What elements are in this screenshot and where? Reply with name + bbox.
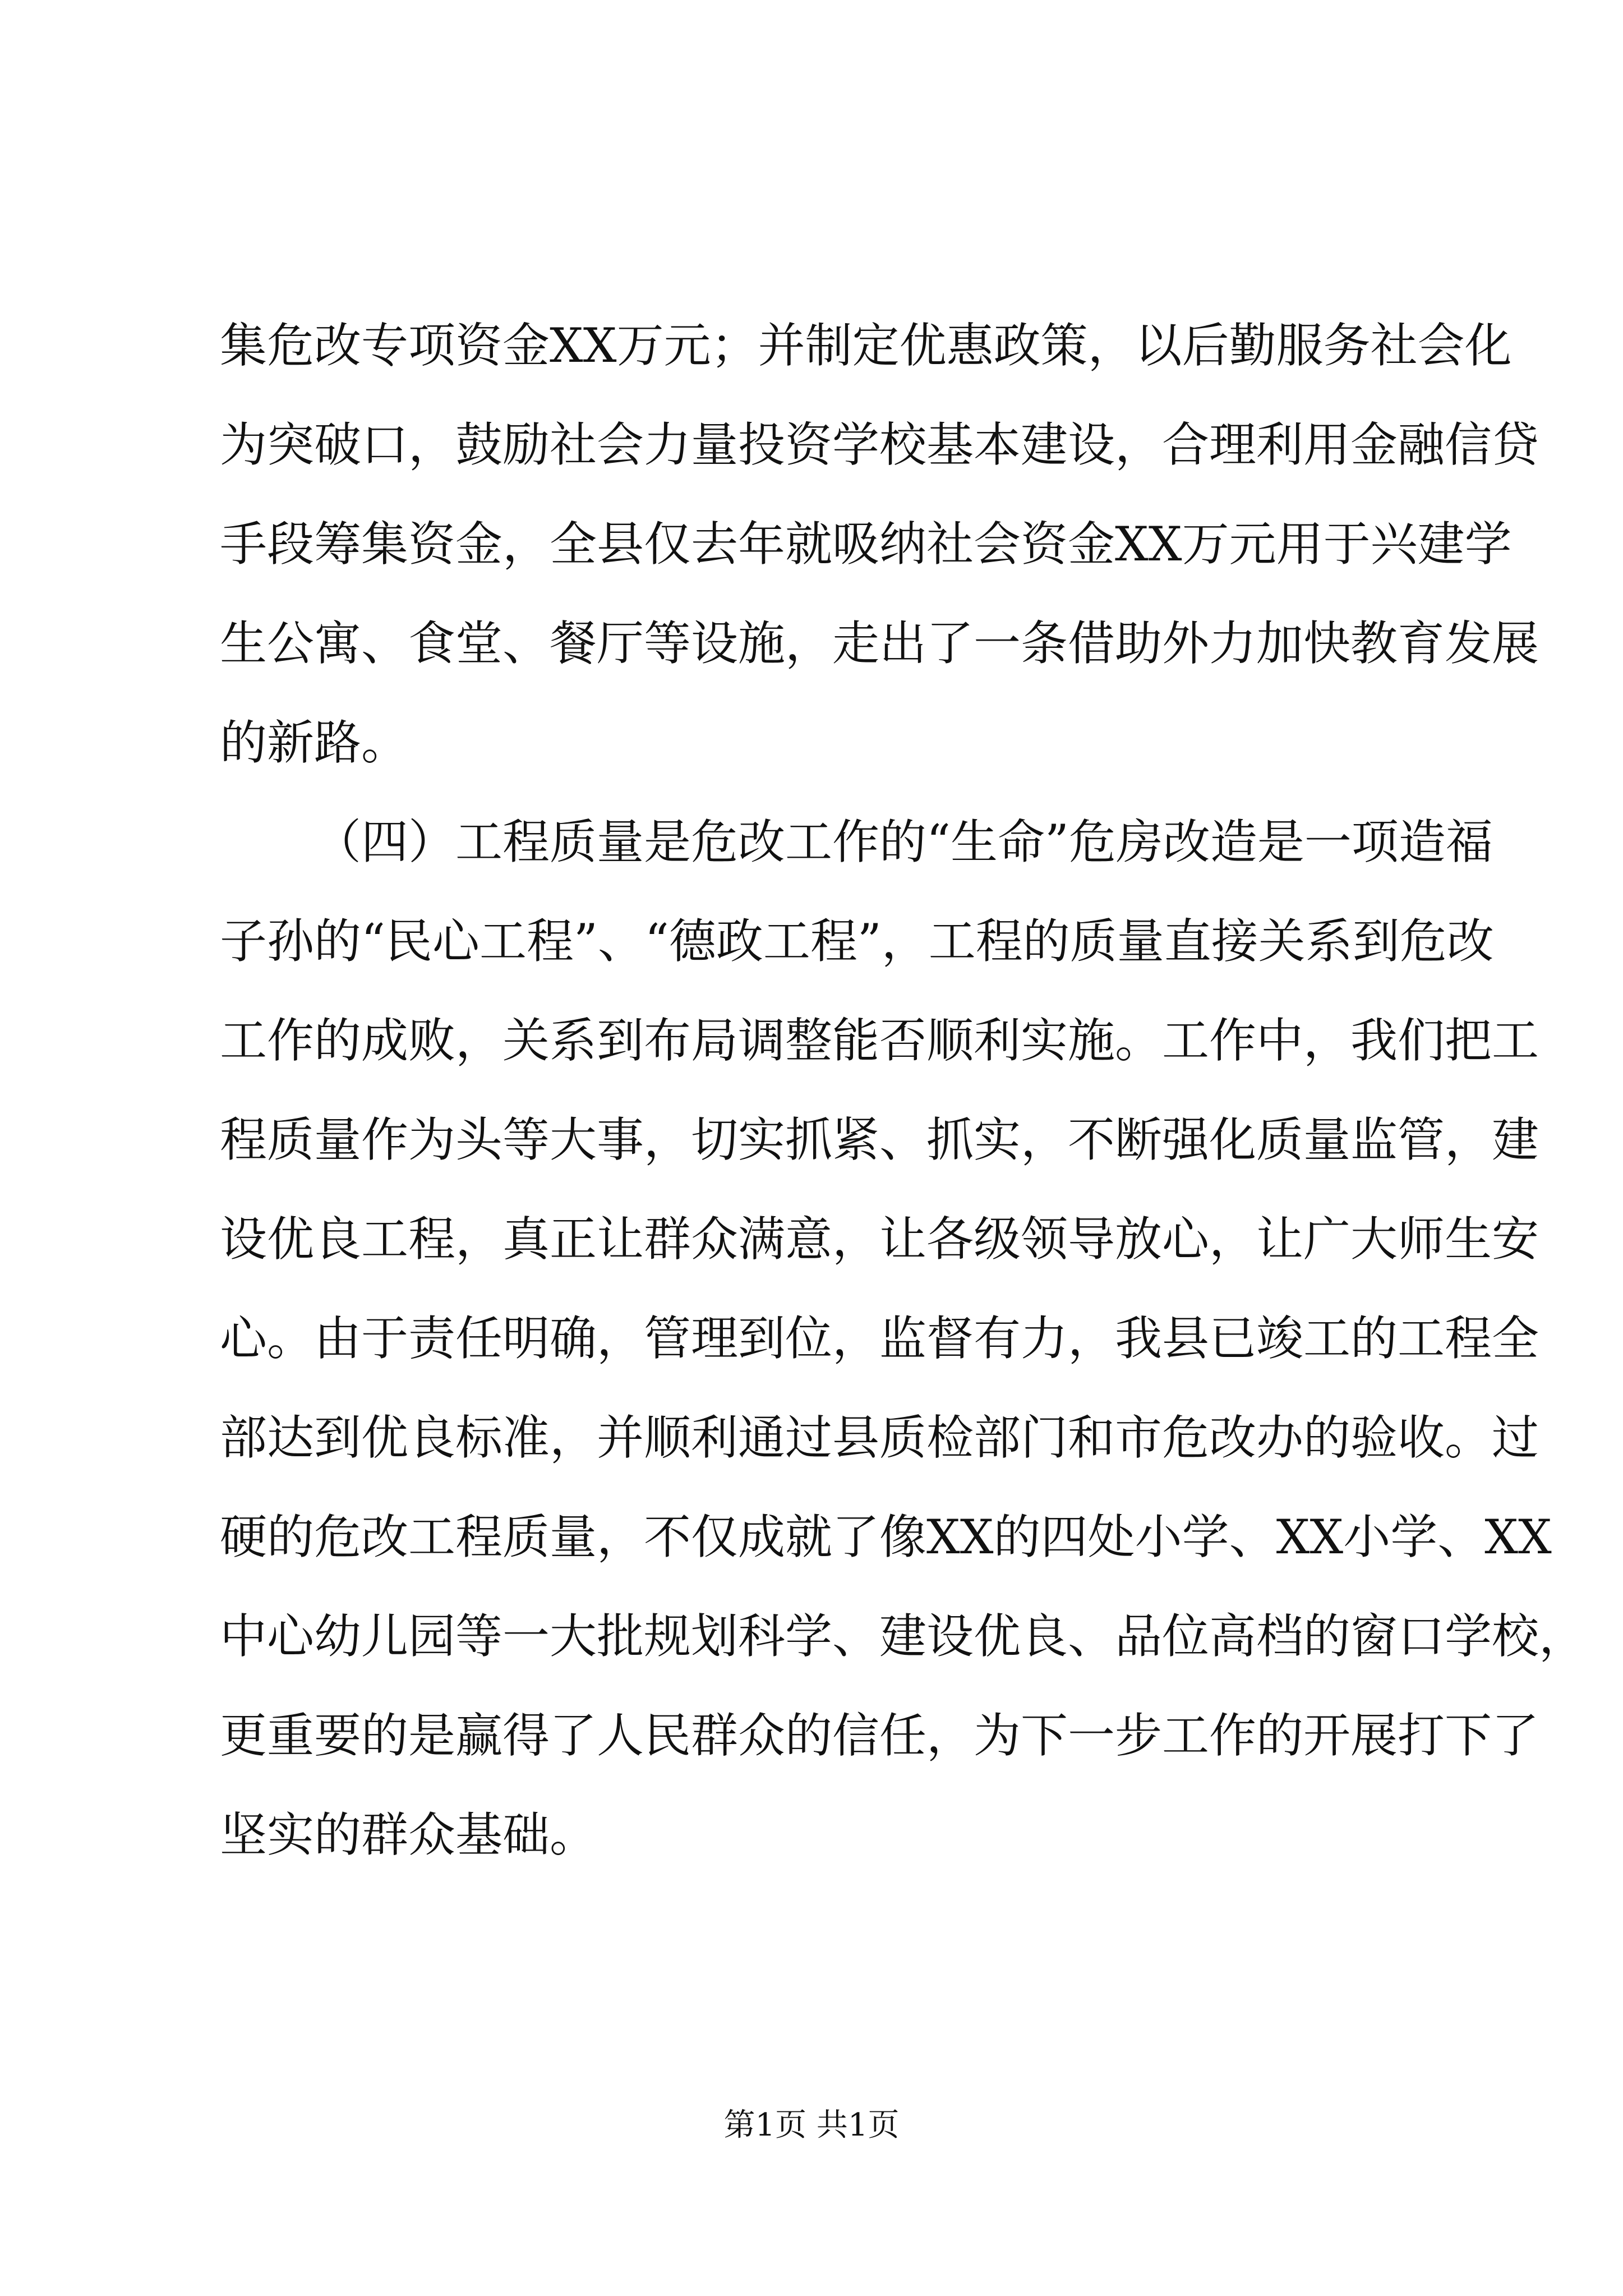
paragraph-2-line-3: 工作的成败，关系到布局调整能否顺利实施。工作中，我们把工 (220, 1013, 1539, 1068)
paragraph-1-line-5: 的新路。 (220, 715, 409, 770)
paragraph-2-line-7: 部达到优良标准，并顺利通过县质检部门和市危改办的验收。过 (220, 1410, 1539, 1465)
paragraph-2-line-8: 硬的危改工程质量，不仅成就了像XX的四处小学、XX小学、XX (220, 1510, 1552, 1565)
paragraph-2-line-10: 更重要的是赢得了人民群众的信任，为下一步工作的开展打下了 (220, 1708, 1539, 1763)
paragraph-2-line-4: 程质量作为头等大事，切实抓紧、抓实，不断强化质量监管，建 (220, 1112, 1539, 1167)
paragraph-1-line-4: 生公寓、食堂、餐厅等设施，走出了一条借助外力加快教育发展 (220, 616, 1539, 671)
body-text (220, 296, 1587, 1885)
paragraph-1-line-1: 集危改专项资金XX万元；并制定优惠政策，以后勤服务社会化 (220, 318, 1512, 373)
paragraph-2-line-11: 坚实的群众基础。 (220, 1807, 597, 1862)
paragraph-2-line-5: 设优良工程，真正让群众满意，让各级领导放心，让广大师生安 (220, 1212, 1539, 1267)
paragraph-1-line-2: 为突破口，鼓励社会力量投资学校基本建设，合理利用金融信贷 (220, 417, 1539, 472)
paragraph-2-line-2: 子孙的“民心工程”、“德政工程”，工程的质量直接关系到危改 (220, 914, 1494, 969)
paragraph-2-line-9: 中心幼儿园等一大批规划科学、建设优良、品位高档的窗口学校， (220, 1609, 1587, 1664)
paragraph-2-line-6: 心。由于责任明确，管理到位，监督有力，我县已竣工的工程全 (220, 1311, 1539, 1366)
paragraph-1-line-3: 手段筹集资金，全县仅去年就吸纳社会资金XX万元用于兴建学 (220, 517, 1512, 572)
paragraph-2-line-1: （四）工程质量是危改工作的“生命”危房改造是一项造福 (314, 815, 1493, 869)
page-footer: 第1页 共1页 (723, 2107, 900, 2143)
